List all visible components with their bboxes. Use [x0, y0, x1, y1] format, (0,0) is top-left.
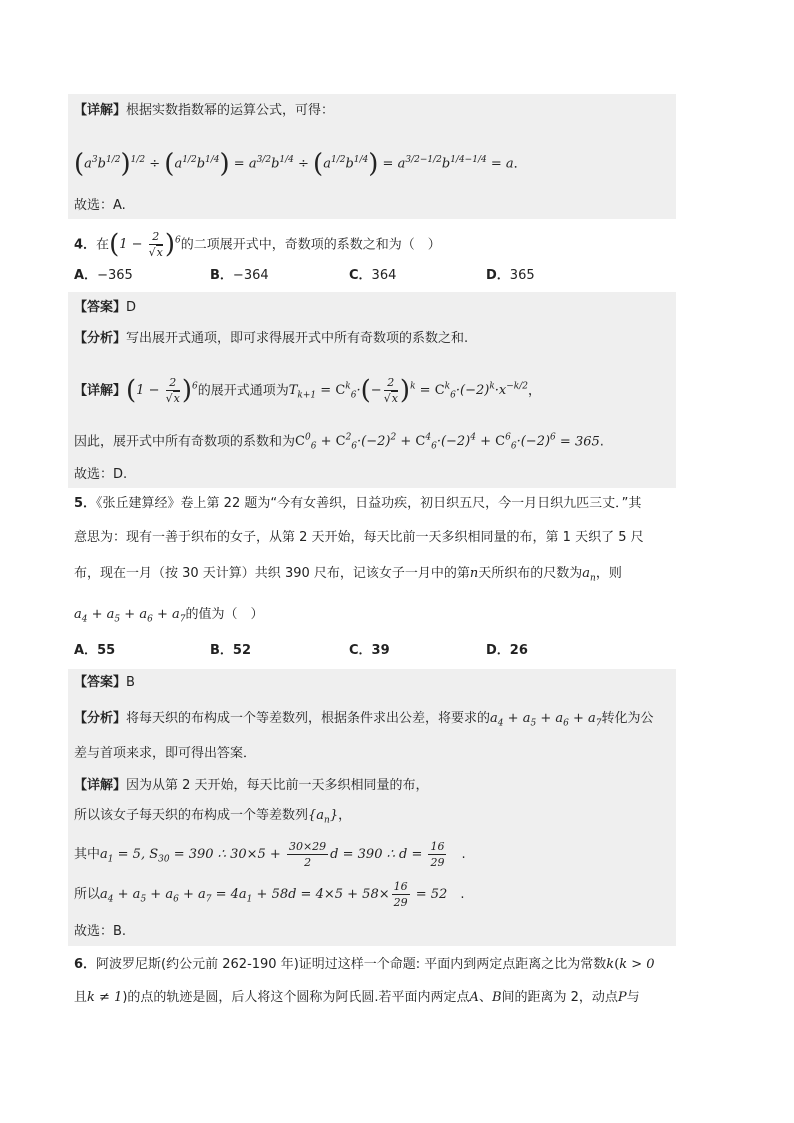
- q4-detail: 【详解】(1 − $\frac{2}{√x}$ )$^6$的展开式通项为$T_{k+1} = C^k_6\cdot(-$ $\frac{2}{√x}$ )$^k = C^k_6\cdot(-2)^k\cdot x^{-k/2}$，: [74, 375, 542, 406]
- q4-conclusion: 因此，展开式中所有奇数项的系数和为$C^0_6 + C^2_6\cdot(-2)^2 + C^4_6\cdot(-2)^4 + C^6_6\cdot(-2)^6 = 365$.: [74, 433, 604, 452]
- q5-line-4: $a_4 + a_5 + a_6 + a_7$的值为（ ）: [74, 607, 264, 625]
- q5-line-1: 5．《张丘建算经》卷上第 22 题为“今有女善织，日益功疾，初日织五尺，今一月日织九匹三丈．”其: [74, 496, 642, 511]
- q4-option-a[interactable]: A．−365: [74, 268, 133, 283]
- q4-option-c[interactable]: C．364: [349, 268, 397, 283]
- q5-line-2: 意思为：现有一善于织布的女子，从第 2 天开始，每天比前一天多织相同量的布，第 1 天织了 5 尺: [74, 530, 644, 545]
- q4-answer: 【答案】D: [74, 300, 137, 315]
- q4-option-d[interactable]: D．365: [486, 268, 535, 283]
- q5-answer: 【答案】B: [74, 675, 135, 690]
- question-number: 4．: [74, 237, 97, 253]
- q4-analysis: 【分析】写出展开式通项，即可求得展开式中所有奇数项的系数之和.: [74, 331, 469, 346]
- q4-option-b[interactable]: B．−364: [210, 268, 269, 283]
- detail-text: 根据实数指数幂的运算公式，可得：: [126, 103, 335, 118]
- q6-line-2: 且k ≠ 1)的点的轨迹是圆，后人将这个圆称为阿氏圆.若平面内两定点A、B间的距离为 2，动点P与: [74, 990, 640, 1005]
- q5-seq: 所以该女子每天织的布构成一个等差数列$\{a_n\}$，: [74, 808, 352, 826]
- q3-detail-line: [74, 101, 334, 121]
- q5-line-3: 布，现在一月（按 30 天计算）共织 390 尺布，记该女子一月中的第n天所织布的尺数为$a_n$，则: [74, 566, 622, 584]
- q5-where: 其中$a_1 = 5$, $S_{30} = 390$ ∴ 30×5 + $\frac{30\times 29}{2}$ d = 390 ∴ d = $\frac{16}{29}$ .: [74, 840, 466, 869]
- q4-choice: 故选：D.: [74, 467, 128, 482]
- q5-option-c[interactable]: C．39: [349, 643, 390, 658]
- q5-analysis-2: 差与首项来求，即可得出答案．: [74, 746, 257, 761]
- q5-choice: 故选：B.: [74, 924, 127, 939]
- q5-option-b[interactable]: B．52: [210, 643, 252, 658]
- q6-line-1: 6．阿波罗尼斯(约公元前 262-190 年)证明过这样一个命题: 平面内到两定点距离之比为常数k(k > 0: [74, 957, 655, 972]
- q4-stem: 4．在(1 − $\frac{2}{√x}$ )$^6$的二项展开式中，奇数项的系数之和为（ ）: [74, 229, 441, 260]
- detail-label: 【详解】: [74, 103, 127, 118]
- q5-analysis: 【分析】将每天织的布构成一个等差数列，根据条件求出公差，将要求的$a_4 + a_5 + a_6 + a_7$转化为公: [74, 711, 654, 729]
- q3-formula: $(a^3b^{1/2})^{1/2} \div (a^{1/2}b^{1/4}) = a^{3/2}b^{1/4} \div (a^{1/2}b^{1/4}) = a^{3/2-1/2}b^{1/4-1/4} = a$．: [74, 148, 527, 179]
- q3-choice: 故选：A.: [74, 198, 126, 213]
- q5-option-d[interactable]: D．26: [486, 643, 528, 658]
- q5-detail: 【详解】因为从第 2 天开始，每天比前一天多织相同量的布，: [74, 778, 429, 793]
- answer-value: D: [126, 300, 137, 315]
- q5-option-a[interactable]: A．55: [74, 643, 116, 658]
- q5-so: 所以$a_4 + a_5 + a_6 + a_7 = 4a_1 + 58d = 4\times 5 + 58\times$ $\frac{16}{29}$ = 52 .: [74, 880, 465, 909]
- answer-value: B: [126, 675, 135, 690]
